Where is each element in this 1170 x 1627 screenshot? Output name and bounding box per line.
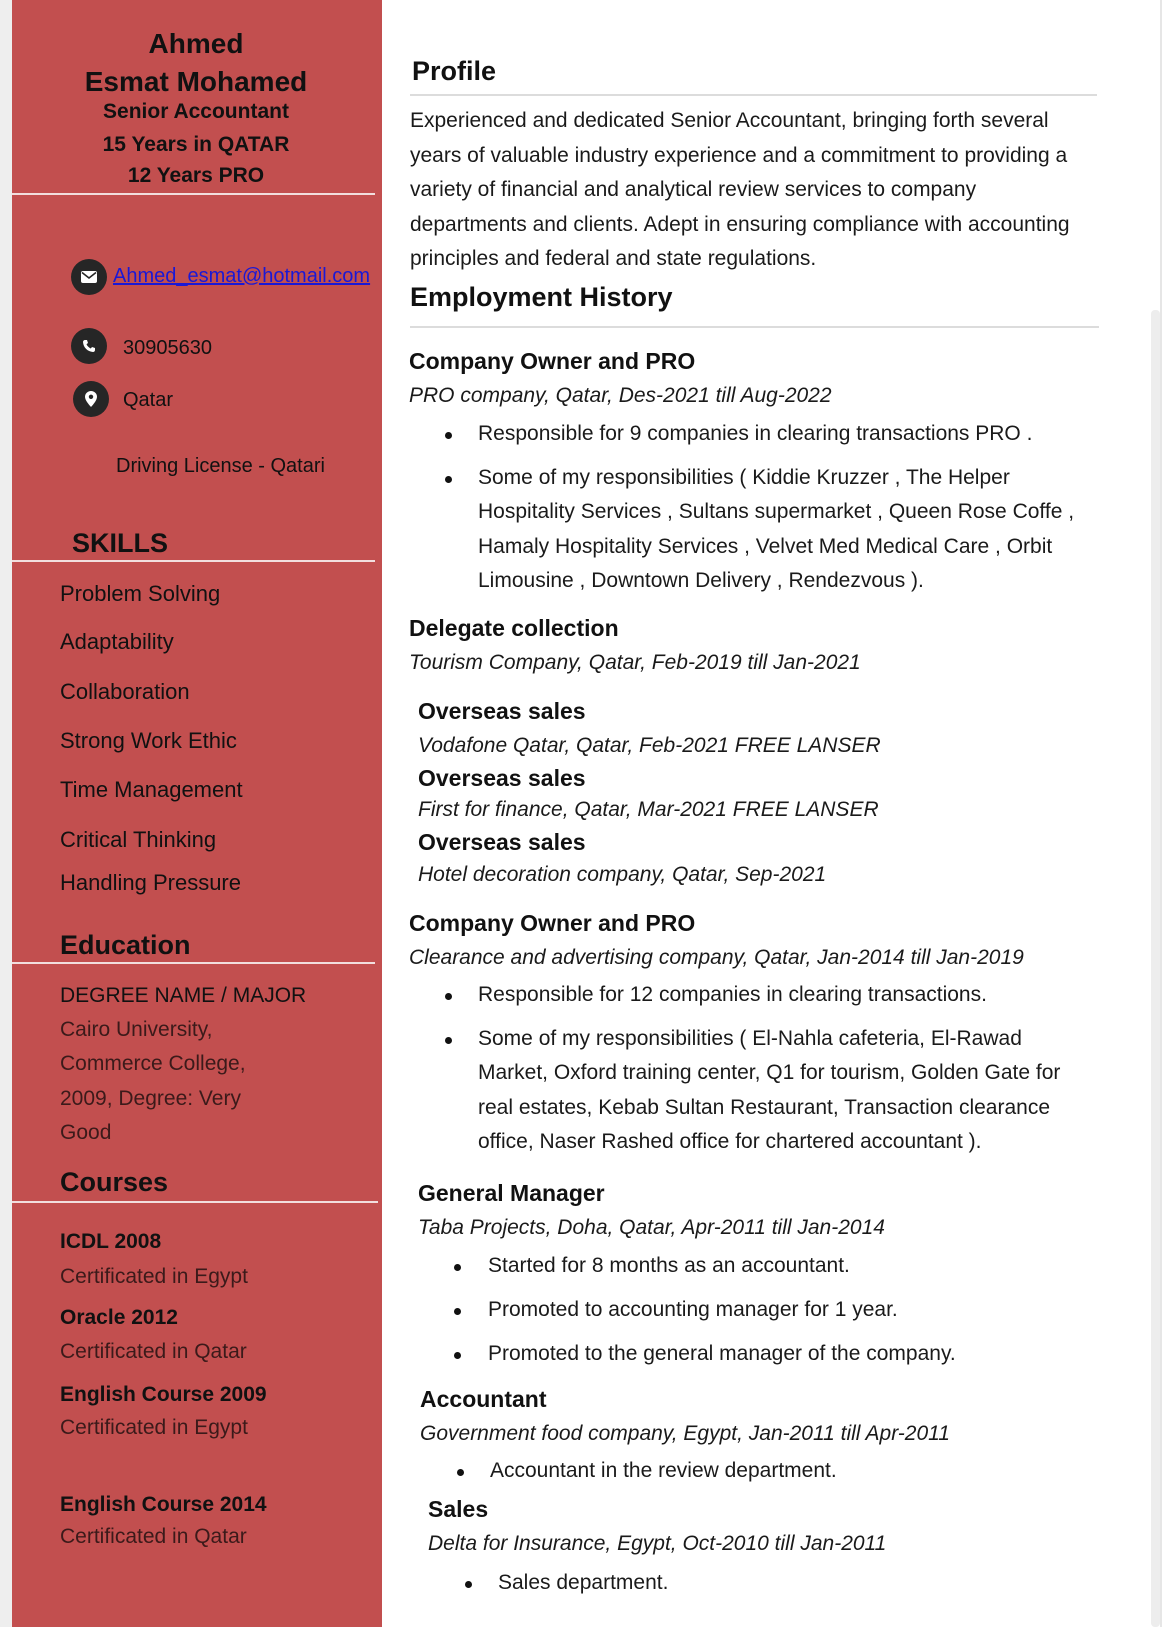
job-subtitle: Taba Projects, Doha, Qatar, Apr-2011 till Jan-2014: [418, 1216, 885, 1239]
page-margin: [0, 0, 12, 1627]
name-last: Esmat Mohamed: [84, 66, 308, 97]
skill-item: Problem Solving: [60, 581, 221, 606]
job-subtitle: Delta for Insurance, Egypt, Oct-2010 till Jan-2011: [428, 1532, 887, 1555]
job-bullet: Promoted to the general manager of the company.: [488, 1342, 956, 1365]
skill-item: Adaptability: [60, 629, 174, 654]
education-heading: Education: [60, 930, 191, 960]
bullet: [457, 1469, 464, 1476]
job-bullet: Market, Oxford training center, Q1 for tourism, Golden Gate for: [478, 1061, 1061, 1084]
job-bullet: Limousine , Downtown Delivery , Rendezvous ).: [478, 569, 924, 592]
job-title: Company Owner and PRO: [409, 348, 696, 374]
bullet: [465, 1581, 472, 1588]
job-bullet: real estates, Kebab Sultan Restaurant, Transaction clearance: [478, 1096, 1051, 1119]
education-detail: Cairo University,: [60, 1018, 213, 1041]
job-subtitle: First for finance, Qatar, Mar-2021 FREE LANSER: [418, 798, 879, 821]
bullet: [454, 1352, 461, 1359]
skill-item: Collaboration: [60, 679, 190, 704]
skill-item: Critical Thinking: [60, 827, 217, 852]
profile-text: variety of financial and analytical review services to company: [410, 178, 977, 201]
job-subtitle: PRO company, Qatar, Des-2021 till Aug-2022: [409, 384, 832, 407]
education-detail: Commerce College,: [60, 1052, 246, 1075]
job-subtitle: Clearance and advertising company, Qatar, Jan-2014 till Jan-2019: [409, 946, 1024, 969]
job-bullet: Hamaly Hospitality Services , Velvet Med Medical Care , Orbit: [478, 535, 1053, 558]
experience-qatar: 15 Years in QATAR: [102, 133, 290, 156]
job-title: Company Owner and PRO: [409, 910, 696, 936]
driving-license: Driving License - Qatari: [116, 455, 325, 477]
course-detail: Certificated in Qatar: [60, 1340, 247, 1363]
job-bullet: Responsible for 12 companies in clearing transactions.: [478, 983, 987, 1006]
skill-item: Time Management: [60, 777, 243, 802]
scrollbar[interactable]: [1151, 310, 1160, 1627]
experience-pro: 12 Years PRO: [127, 164, 265, 187]
job-subtitle: Vodafone Qatar, Qatar, Feb-2021 FREE LANSER: [418, 734, 881, 757]
bullet: [445, 432, 452, 439]
location: Qatar: [123, 389, 174, 411]
location-pin-icon: [73, 381, 109, 417]
name-first: Ahmed: [148, 28, 244, 59]
education-divider: [12, 962, 375, 964]
job-bullet: Sales department.: [498, 1571, 669, 1594]
course-title: English Course 2009: [60, 1383, 267, 1406]
job-bullet: office, Naser Rashed office for chartered accountant ).: [478, 1130, 982, 1153]
profile-text: years of valuable industry experience and a commitment to providing a: [410, 144, 1068, 167]
page-border: [1160, 0, 1162, 1627]
job-title: Sales: [428, 1496, 489, 1522]
skill-item: Strong Work Ethic: [60, 728, 237, 753]
bullet: [454, 1308, 461, 1315]
course-title: Oracle 2012: [60, 1306, 178, 1329]
job-title: Overseas sales: [418, 829, 586, 855]
course-detail: Certificated in Egypt: [60, 1265, 248, 1288]
phone-number: 30905630: [123, 337, 212, 359]
email-icon: [71, 259, 107, 295]
header-divider: [12, 193, 375, 195]
courses-heading: Courses: [60, 1167, 169, 1197]
skill-item: Handling Pressure: [60, 870, 241, 895]
email-link[interactable]: Ahmed_esmat@hotmail.com: [113, 265, 371, 287]
course-detail: Certificated in Qatar: [60, 1525, 247, 1548]
job-subtitle: Hotel decoration company, Qatar, Sep-2021: [418, 863, 827, 886]
job-title: Overseas sales: [418, 698, 586, 724]
profile-heading: Profile: [412, 56, 497, 86]
job-bullet: Hospitality Services , Sultans supermarket , Queen Rose Coffe ,: [478, 500, 1075, 523]
bullet: [445, 476, 452, 483]
education-detail: 2009, Degree: Very: [60, 1087, 241, 1110]
bullet: [445, 1037, 452, 1044]
job-subtitle: Government food company, Egypt, Jan-2011 till Apr-2011: [420, 1422, 950, 1445]
job-title: General Manager: [418, 1180, 605, 1206]
profile-text: principles and federal and state regulations.: [410, 247, 817, 270]
bullet: [454, 1264, 461, 1271]
job-bullet: Some of my responsibilities ( El-Nahla cafeteria, El-Rawad: [478, 1027, 1022, 1050]
education-degree: DEGREE NAME / MAJOR: [60, 984, 307, 1007]
job-bullet: Promoted to accounting manager for 1 year.: [488, 1298, 898, 1321]
profile-text: departments and clients. Adept in ensuring compliance with accounting: [410, 213, 1070, 236]
course-title: English Course 2014: [60, 1493, 267, 1516]
skills-heading: SKILLS: [72, 528, 169, 558]
job-bullet: Responsible for 9 companies in clearing transactions PRO .: [478, 422, 1033, 445]
phone-icon: [71, 328, 107, 364]
education-detail: Good: [60, 1121, 112, 1144]
course-detail: Certificated in Egypt: [60, 1416, 248, 1439]
profile-divider: [410, 94, 1097, 96]
job-bullet: Accountant in the review department.: [490, 1459, 837, 1482]
profile-text: Experienced and dedicated Senior Accountant, bringing forth several: [410, 109, 1049, 132]
job-title: Senior Accountant: [103, 100, 289, 123]
job-bullet: Started for 8 months as an accountant.: [488, 1254, 850, 1277]
employment-heading: Employment History: [410, 282, 673, 312]
skills-divider: [12, 560, 375, 562]
course-title: ICDL 2008: [60, 1230, 162, 1253]
bullet: [445, 993, 452, 1000]
job-title: Overseas sales: [418, 765, 586, 791]
job-bullet: Some of my responsibilities ( Kiddie Kruzzer , The Helper: [478, 466, 1010, 489]
job-title: Delegate collection: [409, 615, 619, 641]
courses-divider: [12, 1201, 378, 1203]
job-subtitle: Tourism Company, Qatar, Feb-2019 till Jan-2021: [409, 651, 861, 674]
employment-divider: [410, 326, 1099, 328]
job-title: Accountant: [420, 1386, 547, 1412]
